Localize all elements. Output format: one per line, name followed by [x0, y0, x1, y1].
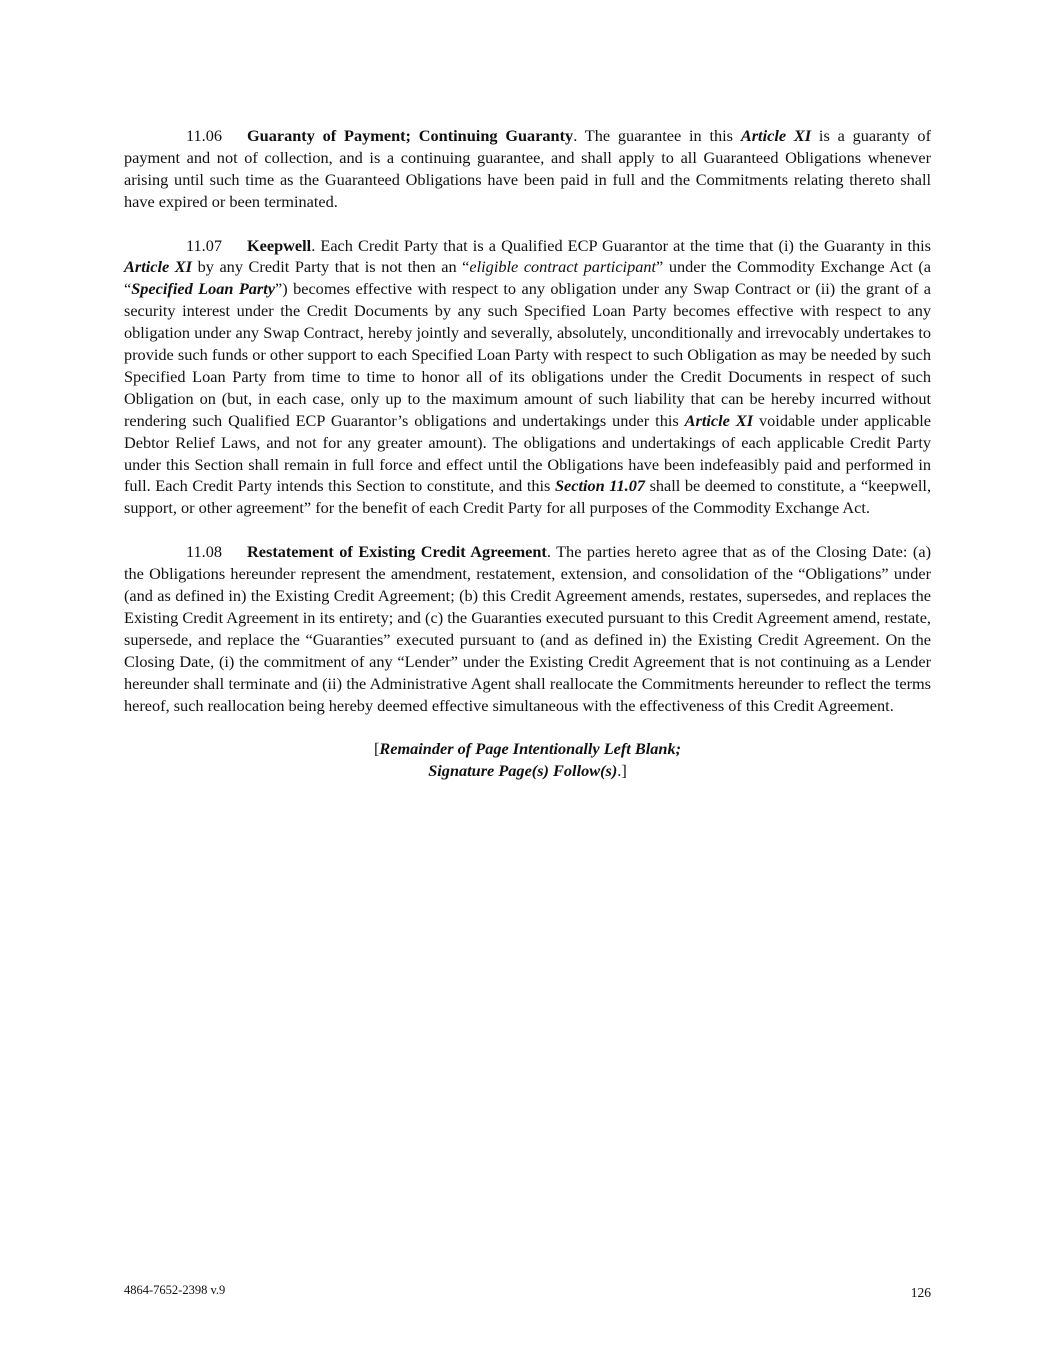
- body-text: shall be deemed to constitute, a “keepwell, support, or other agreement” for the benefit of each Credit Party for all purposes of the Commodity Exchange Act.: [124, 476, 932, 518]
- body-text: by any Credit Party that is not then an “: [192, 257, 470, 277]
- body-text: is a guaranty of payment and not of collection, and is a continuing guarantee, and shall apply to all Guaranteed Obligations whenever arising until such time as the Guaranteed Obligations have been paid in full and the Commitments relating thereto shall have expired or been terminated.: [124, 126, 931, 211]
- closing-line-2: [124, 760, 931, 782]
- body-text: . The guarantee in this: [573, 126, 741, 145]
- document-id: 4864-7652-2398 v.9: [124, 1283, 226, 1297]
- section-11-08: [124, 541, 931, 716]
- body-text: voidable under applicable Debtor Relief Laws, and not for any greater amount). The obligations and undertakings of each applicable Credit Party under this Section shall remain in full force and effect until the Obligations have been indefeasibly paid and performed in full. Each Credit Party intends this Section to constitute, and this: [124, 410, 931, 496]
- section-number: 11.06: [186, 126, 223, 145]
- section-heading: Keepwell: [247, 235, 312, 255]
- closing-line-1: [124, 738, 931, 760]
- section-reference: Section 11.07: [554, 476, 645, 496]
- body-text: ” under the Commodity Exchange Act (a “: [124, 257, 931, 299]
- defined-term: Specified Loan Party: [131, 279, 276, 299]
- body-text: . Each Credit Party that is a Qualified ECP Guarantor at the time that (i) the Guaranty in this: [311, 235, 931, 255]
- page-number: 126: [910, 1285, 931, 1300]
- article-reference: Article XI: [124, 257, 192, 277]
- section-11-07: [124, 235, 931, 520]
- section-heading: Guaranty of Payment; Continuing Guaranty: [247, 126, 574, 145]
- closing-text: Signature Page(s) Follow(s): [428, 761, 618, 781]
- section-number: 11.07: [186, 235, 223, 255]
- body-text: . The parties hereto agree that as of the Closing Date: (a) the Obligations hereunder represent the amendment, restatement, extension, and consolidation of the “Obligations” under (and as defined in) the Existing Credit Agreement; (b) this Credit Agreement amends, restates, supersedes, and replaces the Existing Credit Agreement in its entirety; and (c) the Guaranties executed pursuant to this Credit Agreement amend, restate, supersede, and replace the “Guaranties” executed pursuant to (and as defined in) the Existing Credit Agreement. On the Closing Date, (i) the commitment of any “Lender” under the Existing Credit Agreement that is not continuing as a Lender hereunder shall terminate and (ii) the Administrative Agent shall reallocate the Commitments hereunder to reflect the terms hereof, such reallocation being hereby deemed effective simultaneous with the effectiveness of this Credit Agreement.: [124, 542, 931, 715]
- bracket: .]: [617, 761, 627, 781]
- closing-text: Remainder of Page Intentionally Left Blank;: [379, 739, 682, 759]
- bracket: [: [373, 739, 380, 759]
- article-reference: Article XI: [740, 126, 812, 145]
- section-11-06: [124, 125, 931, 213]
- body-text: ”) becomes effective with respect to any obligation under any Swap Contract or (ii) the grant of a security interest under the Credit Documents by any such Specified Loan Party becomes effective with respect to any obligation under any Swap Contract, hereby jointly and severally, absolutely, unconditionally and irrevocably undertakes to provide such funds or other support to each Specified Loan Party with respect to such Obligation as may be needed by such Specified Loan Party from time to time to honor all of its obligations under the Credit Documents in respect of such Obligation on (but, in each case, only up to the maximum amount of such liability that can be hereby incurred without rendering such Qualified ECP Guarantor’s obligations and undertakings under this: [124, 279, 932, 430]
- closing-note: [124, 738, 931, 782]
- section-number: 11.08: [186, 542, 223, 562]
- article-reference: Article XI: [684, 410, 754, 430]
- section-heading: Restatement of Existing Credit Agreement: [247, 542, 547, 562]
- italic-term: eligible contract participant: [469, 257, 657, 277]
- document-page: [124, 125, 931, 782]
